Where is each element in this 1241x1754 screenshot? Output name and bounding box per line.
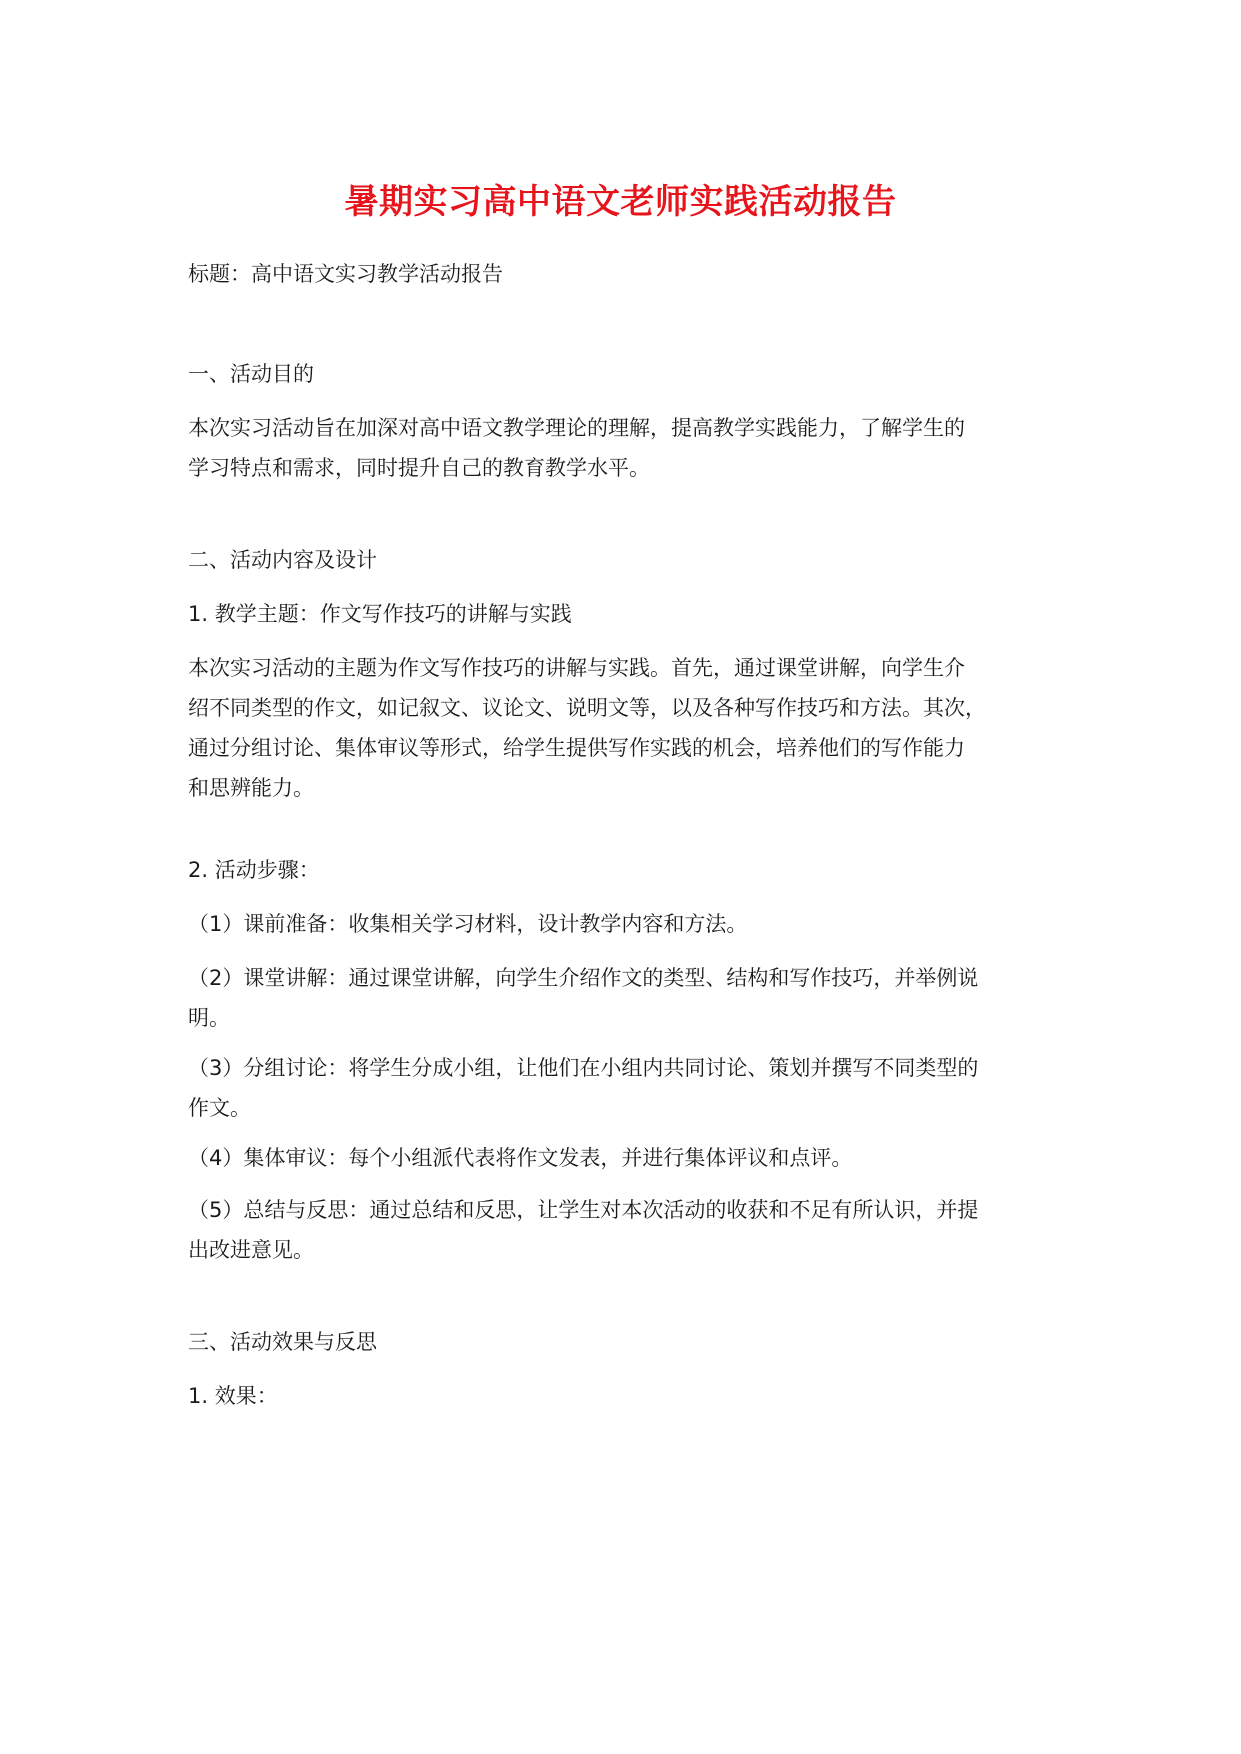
step-2 (188, 958, 1078, 1038)
section-3-heading: 三、活动效果与反思 (188, 1330, 377, 1354)
step-line: （4）集体审议：每个小组派代表将作文发表，并进行集体评议和点评。 (188, 1146, 853, 1170)
step-line: （2）课堂讲解：通过课堂讲解，向学生介绍作文的类型、结构和写作技巧，并举例说 (188, 966, 979, 990)
step-5 (188, 1190, 1078, 1270)
step-line: 出改进意见。 (188, 1238, 314, 1262)
step-line: （1）课前准备：收集相关学习材料，设计教学内容和方法。 (188, 912, 748, 936)
section-1-heading: 一、活动目的 (188, 362, 314, 386)
step-line: （5）总结与反思：通过总结和反思，让学生对本次活动的收获和不足有所认识，并提 (188, 1198, 979, 1222)
teaching-topic: 1. 教学主题：作文写作技巧的讲解与实践 (188, 602, 572, 626)
step-1 (188, 904, 1078, 944)
paragraph-line: 和思辨能力。 (188, 776, 314, 800)
step-3 (188, 1048, 1078, 1128)
step-line: （3）分组讨论：将学生分成小组，让他们在小组内共同讨论、策划并撰写不同类型的 (188, 1056, 979, 1080)
page-title: 暑期实习高中语文老师实践活动报告 (344, 182, 897, 222)
subtitle-line: 标题：高中语文实习教学活动报告 (188, 262, 503, 286)
paragraph-line: 学习特点和需求，同时提升自己的教育教学水平。 (188, 456, 650, 480)
paragraph-line: 本次实习活动旨在加深对高中语文教学理论的理解，提高教学实践能力，了解学生的 (188, 416, 965, 440)
effect-heading: 1. 效果： (188, 1384, 278, 1408)
section-1-paragraph (188, 408, 1078, 488)
steps-heading: 2. 活动步骤： (188, 858, 320, 882)
step-line: 明。 (188, 1006, 230, 1030)
paragraph-line: 绍不同类型的作文，如记叙文、议论文、说明文等，以及各种写作技巧和方法。其次， (188, 696, 986, 720)
paragraph-line: 本次实习活动的主题为作文写作技巧的讲解与实践。首先，通过课堂讲解，向学生介 (188, 656, 965, 680)
step-4 (188, 1138, 1078, 1178)
step-line: 作文。 (188, 1096, 251, 1120)
paragraph-line: 通过分组讨论、集体审议等形式，给学生提供写作实践的机会，培养他们的写作能力 (188, 736, 965, 760)
section-2-paragraph (188, 648, 1078, 808)
section-2-heading: 二、活动内容及设计 (188, 548, 377, 572)
